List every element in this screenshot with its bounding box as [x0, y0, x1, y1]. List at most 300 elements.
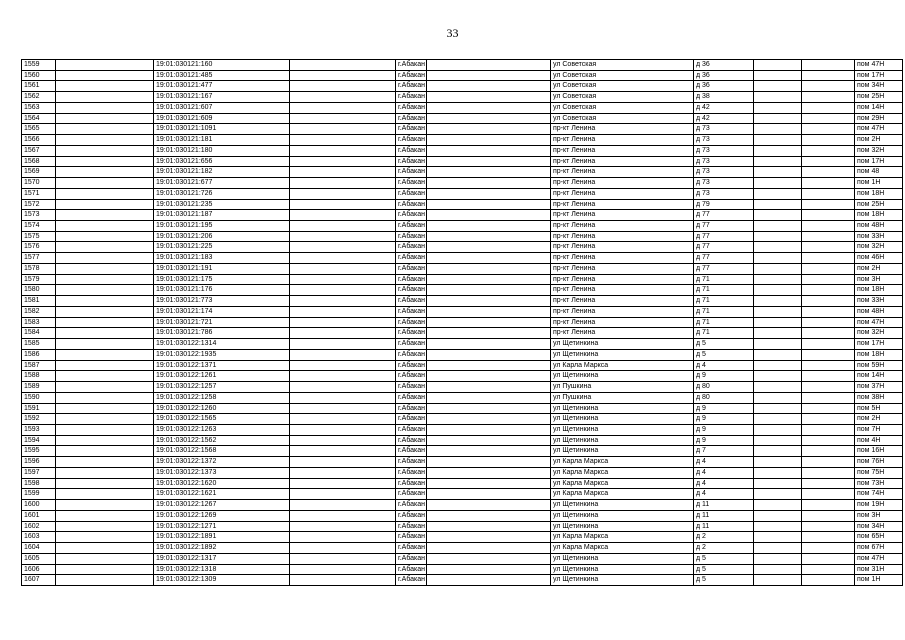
row-number-cell: 1574	[22, 221, 56, 232]
cadastral-number-cell: 19:01:030121:786	[154, 328, 290, 339]
page-number: 33	[446, 26, 459, 40]
blank-cell	[802, 564, 855, 575]
cadastral-number-cell: 19:01:030122:1318	[154, 564, 290, 575]
blank-cell	[56, 145, 154, 156]
table-row	[22, 156, 903, 167]
cadastral-number-cell: 19:01:030122:1621	[154, 489, 290, 500]
row-number-cell: 1603	[22, 532, 56, 543]
blank-cell	[802, 113, 855, 124]
street-cell: ул Щетинкина	[551, 435, 694, 446]
blank-cell	[427, 135, 551, 146]
blank-cell	[56, 489, 154, 500]
cadastral-number-cell: 19:01:030121:206	[154, 231, 290, 242]
table-row	[22, 167, 903, 178]
table-row	[22, 435, 903, 446]
house-cell: д 80	[694, 392, 754, 403]
row-number-cell: 1593	[22, 424, 56, 435]
city-cell: г.Абакан	[396, 81, 427, 92]
blank-cell	[754, 199, 802, 210]
table-row	[22, 221, 903, 232]
room-cell: пом 76Н	[855, 457, 903, 468]
street-cell: пр-кт Ленина	[551, 156, 694, 167]
street-cell: ул Советская	[551, 92, 694, 103]
blank-cell	[754, 435, 802, 446]
blank-cell	[427, 167, 551, 178]
house-cell: д 2	[694, 532, 754, 543]
street-cell: ул Щетинкина	[551, 371, 694, 382]
blank-cell	[802, 553, 855, 564]
city-cell: г.Абакан	[396, 467, 427, 478]
blank-cell	[427, 113, 551, 124]
blank-cell	[427, 296, 551, 307]
room-cell: пом 2Н	[855, 135, 903, 146]
blank-cell	[802, 424, 855, 435]
city-cell: г.Абакан	[396, 113, 427, 124]
room-cell: пом 7Н	[855, 424, 903, 435]
blank-cell	[56, 339, 154, 350]
blank-cell	[56, 135, 154, 146]
blank-cell	[427, 81, 551, 92]
blank-cell	[56, 102, 154, 113]
registry-body	[22, 60, 903, 586]
house-cell: д 11	[694, 510, 754, 521]
cadastral-number-cell: 19:01:030121:477	[154, 81, 290, 92]
blank-cell	[56, 231, 154, 242]
street-cell: пр-кт Ленина	[551, 124, 694, 135]
blank-cell	[754, 285, 802, 296]
blank-cell	[802, 575, 855, 586]
room-cell: пом 1Н	[855, 575, 903, 586]
house-cell: д 79	[694, 199, 754, 210]
city-cell: г.Абакан	[396, 414, 427, 425]
room-cell: пом 33Н	[855, 296, 903, 307]
blank-cell	[56, 242, 154, 253]
cadastral-number-cell: 19:01:030122:1568	[154, 446, 290, 457]
house-cell: д 38	[694, 92, 754, 103]
house-cell: д 5	[694, 349, 754, 360]
blank-cell	[754, 349, 802, 360]
house-cell: д 36	[694, 70, 754, 81]
house-cell: д 73	[694, 178, 754, 189]
blank-cell	[290, 510, 396, 521]
row-number-cell: 1568	[22, 156, 56, 167]
blank-cell	[802, 178, 855, 189]
blank-cell	[290, 178, 396, 189]
blank-cell	[56, 360, 154, 371]
blank-cell	[754, 457, 802, 468]
cadastral-number-cell: 19:01:030121:182	[154, 167, 290, 178]
city-cell: г.Абакан	[396, 274, 427, 285]
table-row	[22, 263, 903, 274]
row-number-cell: 1575	[22, 231, 56, 242]
room-cell: пом 31Н	[855, 564, 903, 575]
blank-cell	[427, 457, 551, 468]
room-cell: пом 32Н	[855, 328, 903, 339]
blank-cell	[802, 81, 855, 92]
city-cell: г.Абакан	[396, 424, 427, 435]
table-row	[22, 403, 903, 414]
cadastral-number-cell: 19:01:030121:726	[154, 188, 290, 199]
house-cell: д 4	[694, 360, 754, 371]
city-cell: г.Абакан	[396, 500, 427, 511]
street-cell: пр-кт Ленина	[551, 167, 694, 178]
street-cell: ул Щетинкина	[551, 564, 694, 575]
row-number-cell: 1582	[22, 306, 56, 317]
room-cell: пом 67Н	[855, 543, 903, 554]
blank-cell	[56, 328, 154, 339]
blank-cell	[754, 392, 802, 403]
blank-cell	[427, 446, 551, 457]
room-cell: пом 5Н	[855, 403, 903, 414]
blank-cell	[754, 167, 802, 178]
street-cell: пр-кт Ленина	[551, 242, 694, 253]
blank-cell	[802, 328, 855, 339]
street-cell: ул Щетинкина	[551, 339, 694, 350]
row-number-cell: 1594	[22, 435, 56, 446]
table-row	[22, 500, 903, 511]
street-cell: ул Карла Маркса	[551, 532, 694, 543]
blank-cell	[427, 70, 551, 81]
blank-cell	[802, 135, 855, 146]
city-cell: г.Абакан	[396, 210, 427, 221]
blank-cell	[290, 478, 396, 489]
street-cell: ул Карла Маркса	[551, 478, 694, 489]
room-cell: пом 25Н	[855, 92, 903, 103]
cadastral-number-cell: 19:01:030121:1091	[154, 124, 290, 135]
blank-cell	[290, 360, 396, 371]
blank-cell	[427, 210, 551, 221]
blank-cell	[290, 124, 396, 135]
cadastral-number-cell: 19:01:030121:773	[154, 296, 290, 307]
table-row	[22, 92, 903, 103]
blank-cell	[56, 500, 154, 511]
blank-cell	[802, 392, 855, 403]
room-cell: пом 47Н	[855, 553, 903, 564]
row-number-cell: 1606	[22, 564, 56, 575]
cadastral-number-cell: 19:01:030121:160	[154, 60, 290, 71]
house-cell: д 42	[694, 102, 754, 113]
blank-cell	[56, 178, 154, 189]
blank-cell	[290, 156, 396, 167]
city-cell: г.Абакан	[396, 446, 427, 457]
street-cell: пр-кт Ленина	[551, 145, 694, 156]
blank-cell	[290, 60, 396, 71]
row-number-cell: 1599	[22, 489, 56, 500]
house-cell: д 11	[694, 500, 754, 511]
blank-cell	[290, 102, 396, 113]
blank-cell	[290, 210, 396, 221]
table-row	[22, 521, 903, 532]
blank-cell	[56, 263, 154, 274]
blank-cell	[290, 81, 396, 92]
table-row	[22, 328, 903, 339]
blank-cell	[802, 532, 855, 543]
blank-cell	[56, 435, 154, 446]
city-cell: г.Абакан	[396, 553, 427, 564]
blank-cell	[754, 543, 802, 554]
house-cell: д 71	[694, 296, 754, 307]
blank-cell	[802, 457, 855, 468]
blank-cell	[56, 467, 154, 478]
street-cell: пр-кт Ленина	[551, 317, 694, 328]
blank-cell	[802, 210, 855, 221]
blank-cell	[56, 285, 154, 296]
blank-cell	[754, 360, 802, 371]
room-cell: пом 74Н	[855, 489, 903, 500]
blank-cell	[802, 124, 855, 135]
blank-cell	[56, 210, 154, 221]
table-row	[22, 543, 903, 554]
blank-cell	[802, 221, 855, 232]
table-row	[22, 60, 903, 71]
row-number-cell: 1579	[22, 274, 56, 285]
table-row	[22, 253, 903, 264]
room-cell: пом 73Н	[855, 478, 903, 489]
city-cell: г.Абакан	[396, 242, 427, 253]
blank-cell	[754, 575, 802, 586]
house-cell: д 77	[694, 221, 754, 232]
row-number-cell: 1573	[22, 210, 56, 221]
blank-cell	[290, 242, 396, 253]
cadastral-number-cell: 19:01:030122:1271	[154, 521, 290, 532]
city-cell: г.Абакан	[396, 178, 427, 189]
cadastral-number-cell: 19:01:030121:167	[154, 92, 290, 103]
table-row	[22, 124, 903, 135]
room-cell: пом 29Н	[855, 113, 903, 124]
row-number-cell: 1564	[22, 113, 56, 124]
blank-cell	[290, 231, 396, 242]
table-row	[22, 382, 903, 393]
street-cell: ул Щетинкина	[551, 510, 694, 521]
blank-cell	[427, 253, 551, 264]
blank-cell	[56, 521, 154, 532]
cadastral-number-cell: 19:01:030121:677	[154, 178, 290, 189]
blank-cell	[427, 102, 551, 113]
blank-cell	[427, 435, 551, 446]
room-cell: пом 18Н	[855, 349, 903, 360]
blank-cell	[290, 575, 396, 586]
room-cell: пом 38Н	[855, 392, 903, 403]
row-number-cell: 1595	[22, 446, 56, 457]
row-number-cell: 1560	[22, 70, 56, 81]
row-number-cell: 1578	[22, 263, 56, 274]
blank-cell	[754, 500, 802, 511]
cadastral-number-cell: 19:01:030121:607	[154, 102, 290, 113]
city-cell: г.Абакан	[396, 145, 427, 156]
room-cell: пом 47Н	[855, 60, 903, 71]
blank-cell	[754, 371, 802, 382]
room-cell: пом 47Н	[855, 317, 903, 328]
city-cell: г.Абакан	[396, 435, 427, 446]
street-cell: пр-кт Ленина	[551, 210, 694, 221]
city-cell: г.Абакан	[396, 457, 427, 468]
blank-cell	[802, 500, 855, 511]
cadastral-number-cell: 19:01:030122:1565	[154, 414, 290, 425]
blank-cell	[754, 317, 802, 328]
house-cell: д 7	[694, 446, 754, 457]
blank-cell	[290, 263, 396, 274]
cadastral-number-cell: 19:01:030121:609	[154, 113, 290, 124]
street-cell: ул Щетинкина	[551, 446, 694, 457]
blank-cell	[56, 70, 154, 81]
blank-cell	[754, 242, 802, 253]
blank-cell	[290, 414, 396, 425]
blank-cell	[427, 382, 551, 393]
row-number-cell: 1585	[22, 339, 56, 350]
blank-cell	[802, 414, 855, 425]
cadastral-number-cell: 19:01:030121:174	[154, 306, 290, 317]
blank-cell	[754, 296, 802, 307]
blank-cell	[802, 317, 855, 328]
blank-cell	[802, 382, 855, 393]
blank-cell	[290, 92, 396, 103]
cadastral-number-cell: 19:01:030122:1257	[154, 382, 290, 393]
blank-cell	[56, 60, 154, 71]
house-cell: д 5	[694, 564, 754, 575]
row-number-cell: 1597	[22, 467, 56, 478]
house-cell: д 4	[694, 467, 754, 478]
blank-cell	[754, 178, 802, 189]
blank-cell	[56, 81, 154, 92]
table-row	[22, 113, 903, 124]
house-cell: д 4	[694, 478, 754, 489]
house-cell: д 71	[694, 317, 754, 328]
blank-cell	[56, 414, 154, 425]
cadastral-number-cell: 19:01:030122:1892	[154, 543, 290, 554]
blank-cell	[754, 231, 802, 242]
table-row	[22, 553, 903, 564]
row-number-cell: 1562	[22, 92, 56, 103]
row-number-cell: 1586	[22, 349, 56, 360]
cadastral-number-cell: 19:01:030122:1317	[154, 553, 290, 564]
room-cell: пом 4Н	[855, 435, 903, 446]
blank-cell	[56, 575, 154, 586]
cadastral-number-cell: 19:01:030121:191	[154, 263, 290, 274]
row-number-cell: 1584	[22, 328, 56, 339]
house-cell: д 77	[694, 231, 754, 242]
blank-cell	[290, 489, 396, 500]
house-cell: д 73	[694, 145, 754, 156]
blank-cell	[754, 60, 802, 71]
table-row	[22, 392, 903, 403]
blank-cell	[56, 253, 154, 264]
blank-cell	[290, 553, 396, 564]
blank-cell	[290, 564, 396, 575]
room-cell: пом 17Н	[855, 70, 903, 81]
blank-cell	[754, 274, 802, 285]
blank-cell	[290, 349, 396, 360]
table-row	[22, 188, 903, 199]
street-cell: ул Советская	[551, 60, 694, 71]
blank-cell	[290, 446, 396, 457]
room-cell: пом 14Н	[855, 371, 903, 382]
street-cell: ул Советская	[551, 70, 694, 81]
room-cell: пом 17Н	[855, 156, 903, 167]
street-cell: ул Карла Маркса	[551, 543, 694, 554]
blank-cell	[754, 70, 802, 81]
blank-cell	[427, 274, 551, 285]
cadastral-number-cell: 19:01:030122:1373	[154, 467, 290, 478]
blank-cell	[290, 188, 396, 199]
blank-cell	[290, 403, 396, 414]
blank-cell	[427, 156, 551, 167]
blank-cell	[754, 102, 802, 113]
blank-cell	[56, 317, 154, 328]
city-cell: г.Абакан	[396, 478, 427, 489]
room-cell: пом 59Н	[855, 360, 903, 371]
blank-cell	[754, 81, 802, 92]
street-cell: ул Щетинкина	[551, 500, 694, 511]
blank-cell	[427, 360, 551, 371]
blank-cell	[56, 510, 154, 521]
blank-cell	[802, 446, 855, 457]
blank-cell	[290, 296, 396, 307]
row-number-cell: 1601	[22, 510, 56, 521]
table-row	[22, 242, 903, 253]
table-row	[22, 339, 903, 350]
street-cell: ул Советская	[551, 113, 694, 124]
blank-cell	[290, 328, 396, 339]
table-row	[22, 231, 903, 242]
blank-cell	[290, 306, 396, 317]
cadastral-number-cell: 19:01:030122:1263	[154, 424, 290, 435]
house-cell: д 77	[694, 253, 754, 264]
blank-cell	[427, 532, 551, 543]
table-row	[22, 81, 903, 92]
row-number-cell: 1570	[22, 178, 56, 189]
blank-cell	[427, 553, 551, 564]
cadastral-number-cell: 19:01:030121:656	[154, 156, 290, 167]
street-cell: ул Советская	[551, 81, 694, 92]
blank-cell	[427, 60, 551, 71]
blank-cell	[754, 156, 802, 167]
blank-cell	[290, 543, 396, 554]
blank-cell	[290, 435, 396, 446]
cadastral-number-cell: 19:01:030122:1372	[154, 457, 290, 468]
street-cell: пр-кт Ленина	[551, 188, 694, 199]
blank-cell	[56, 199, 154, 210]
blank-cell	[802, 543, 855, 554]
room-cell: пом 34Н	[855, 521, 903, 532]
room-cell: пом 1Н	[855, 178, 903, 189]
room-cell: пом 48Н	[855, 306, 903, 317]
blank-cell	[427, 178, 551, 189]
city-cell: г.Абакан	[396, 403, 427, 414]
blank-cell	[290, 532, 396, 543]
street-cell: пр-кт Ленина	[551, 328, 694, 339]
blank-cell	[754, 424, 802, 435]
blank-cell	[427, 403, 551, 414]
blank-cell	[290, 145, 396, 156]
blank-cell	[427, 424, 551, 435]
blank-cell	[754, 221, 802, 232]
table-row	[22, 457, 903, 468]
blank-cell	[754, 145, 802, 156]
row-number-cell: 1561	[22, 81, 56, 92]
blank-cell	[427, 221, 551, 232]
blank-cell	[56, 543, 154, 554]
row-number-cell: 1587	[22, 360, 56, 371]
table-row	[22, 489, 903, 500]
blank-cell	[56, 403, 154, 414]
row-number-cell: 1567	[22, 145, 56, 156]
blank-cell	[427, 500, 551, 511]
blank-cell	[290, 500, 396, 511]
room-cell: пом 16Н	[855, 446, 903, 457]
street-cell: пр-кт Ленина	[551, 199, 694, 210]
blank-cell	[802, 253, 855, 264]
blank-cell	[427, 564, 551, 575]
